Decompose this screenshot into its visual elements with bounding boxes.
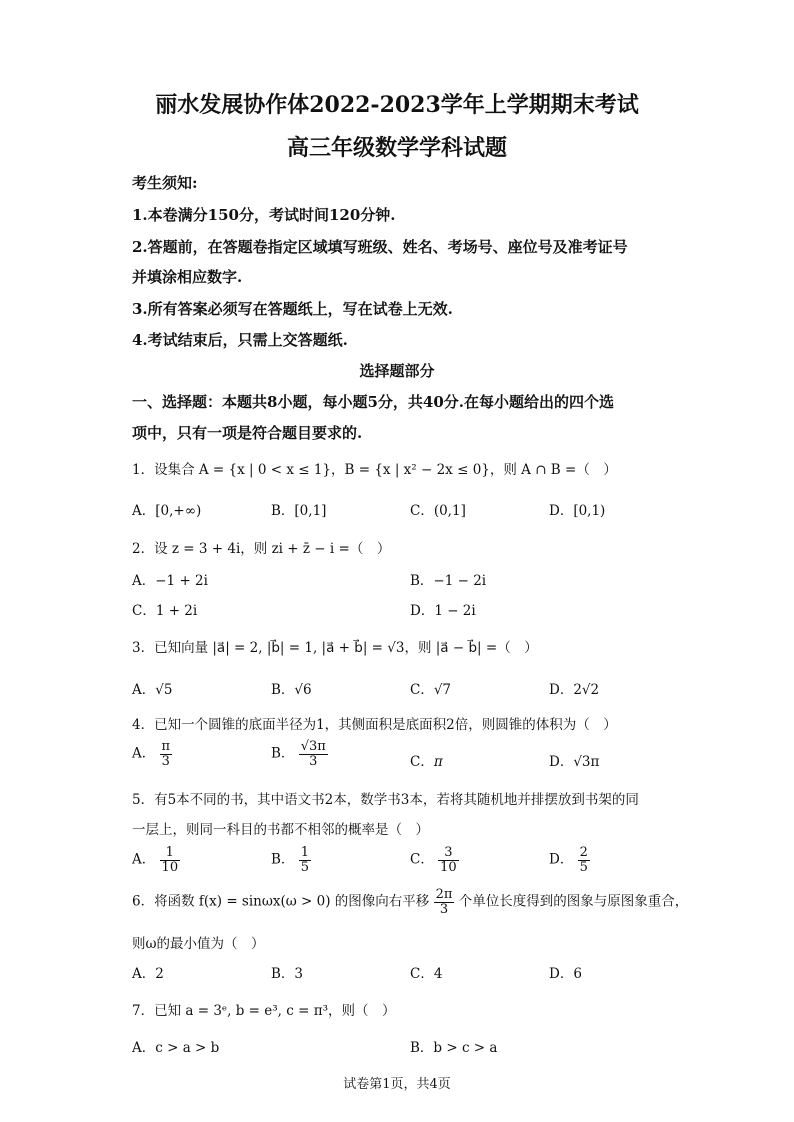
question-4-option-b-label: B． [271,745,295,762]
question-4-option-d-value: √3π [573,754,600,770]
question-4-option-c-label: C． [410,754,434,770]
notice-item-2-cont: 并填涂相应数字. [132,268,243,286]
section-heading: 选择题部分 [359,362,435,380]
question-4-option-b [271,740,328,768]
notice-item-3: 3.所有答案必须写在答题纸上，写在试卷上无效. [132,300,453,318]
question-6-stem-line2: 则ω的最小值为（ ） [132,936,265,952]
question-4-option-b-fraction [299,740,328,768]
exam-title-line1: 丽水发展协作体2022-2023学年上学期期末考试 [155,92,639,118]
question-6-option-a: A．2 [132,966,164,982]
question-4-option-d-label: D． [549,754,574,770]
question-3-stem: 3．已知向量 |a⃗| = 2, |b⃗| = 1, |a⃗ + b⃗| = √3，则 |a⃗ − b⃗| =（ ） [132,640,538,656]
notice-item-1: 1.本卷满分150分，考试时间120分钟. [132,206,396,224]
question-5-option-b-label: B． [271,851,295,868]
question-5-option-c [410,846,459,874]
part1-instructions-line1: 一、选择题：本题共8小题，每小题5分，共40分.在每小题给出的四个选 [132,393,614,411]
question-5-option-a-fraction [160,846,181,874]
question-1-option-c: C．(0,1] [410,503,466,519]
fraction-denominator: 5 [300,859,309,875]
fraction-numerator: π [161,739,171,754]
question-1-option-b: B．[0,1] [271,503,327,519]
question-4-option-a [132,740,172,768]
question-7-stem: 7．已知 a = 3ᵉ, b = e³, c = π³，则（ ） [132,1003,396,1019]
question-4-option-a-label: A． [132,745,156,762]
question-4-option-c-value: π [433,754,443,770]
question-5-stem-line2: 一层上，则同一科目的书都不相邻的概率是（ ） [132,822,429,838]
question-2-option-c: C．1 + 2i [132,603,198,619]
page-footer: 试卷第1页，共4页 [343,1077,451,1092]
fraction-denominator: 3 [309,753,318,769]
question-1-option-a: A．[0,+∞) [132,503,202,519]
exam-title-line2: 高三年级数学学科试题 [286,135,507,161]
fraction-denominator: 3 [439,901,449,917]
question-5-option-c-fraction [438,846,459,874]
question-5-option-a-label: A． [132,851,156,868]
notice-item-4: 4.考试结束后，只需上交答题纸. [132,331,348,349]
question-1-option-d: D．[0,1) [549,503,606,519]
question-7-option-a: A．c > a > b [132,1040,220,1056]
question-6-option-b: B．3 [271,966,304,982]
question-5-option-b-fraction [299,846,311,874]
question-7-option-b: B．b > c > a [410,1040,498,1056]
fraction-denominator: 5 [579,859,588,875]
notice-heading: 考生须知: [132,174,198,192]
question-4-stem: 4．已知一个圆锥的底面半径为1，其侧面积是底面积2倍，则圆锥的体积为（ ） [132,717,617,733]
fraction-numerator: 2 [579,845,588,860]
question-6-stem-part-b: 个单位长度得到的图象与原图象重合， [458,893,689,910]
fraction-denominator: 10 [440,859,457,875]
question-5-option-b [271,846,311,874]
question-3-option-a: A．√5 [132,682,173,698]
question-3-option-b: B．√6 [271,682,312,698]
question-4-option-d [549,750,599,770]
fraction-numerator: 1 [300,845,309,860]
fraction-numerator: 1 [160,846,181,861]
question-2-option-a: A．−1 + 2i [132,573,208,589]
question-5-option-d [549,846,590,874]
fraction-denominator: 3 [161,753,170,769]
question-3-option-c: C．√7 [410,682,452,698]
question-5-stem-line1: 5．有5本不同的书，其中语文书2本，数学书3本，若将其随机地并排摆放到书架的同 [132,792,639,808]
question-4-option-a-fraction [160,740,173,768]
fraction-numerator: √3π [300,739,326,754]
question-2-stem: 2．设 z = 3 + 4i，则 zi + z̄ − i =（ ） [132,541,391,557]
question-6-shift-fraction [434,888,455,916]
question-2-option-b: B．−1 − 2i [410,573,487,589]
notice-item-2: 2.答题前，在答题卷指定区域填写班级、姓名、考场号、座位号及准考证号 [132,238,628,256]
fraction-denominator: 10 [161,859,179,875]
question-6-option-c: C．4 [410,966,443,982]
question-5-option-d-fraction [578,846,590,874]
fraction-numerator: 3 [438,846,459,861]
question-5-option-c-label: C． [410,851,434,868]
question-3-option-d: D．2√2 [549,682,600,698]
question-6-stem-line1 [132,888,688,916]
part1-instructions-line2: 项中，只有一项是符合题目要求的. [132,424,363,442]
question-2-option-d: D．1 − 2i [410,603,476,619]
question-4-option-c [410,750,443,770]
question-5-option-a [132,846,180,874]
question-6-option-d: D．6 [549,966,582,982]
question-5-option-d-label: D． [549,851,574,868]
fraction-numerator: 2π [435,887,453,902]
question-1-stem: 1．设集合 A = {x | 0 < x ≤ 1}，B = {x | x² − 2x ≤ 0}，则 A ∩ B =（ ） [132,462,617,478]
question-6-stem-part-a: 6．将函数 f(x) = sinωx(ω > 0) 的图像向右平移 [132,893,430,910]
